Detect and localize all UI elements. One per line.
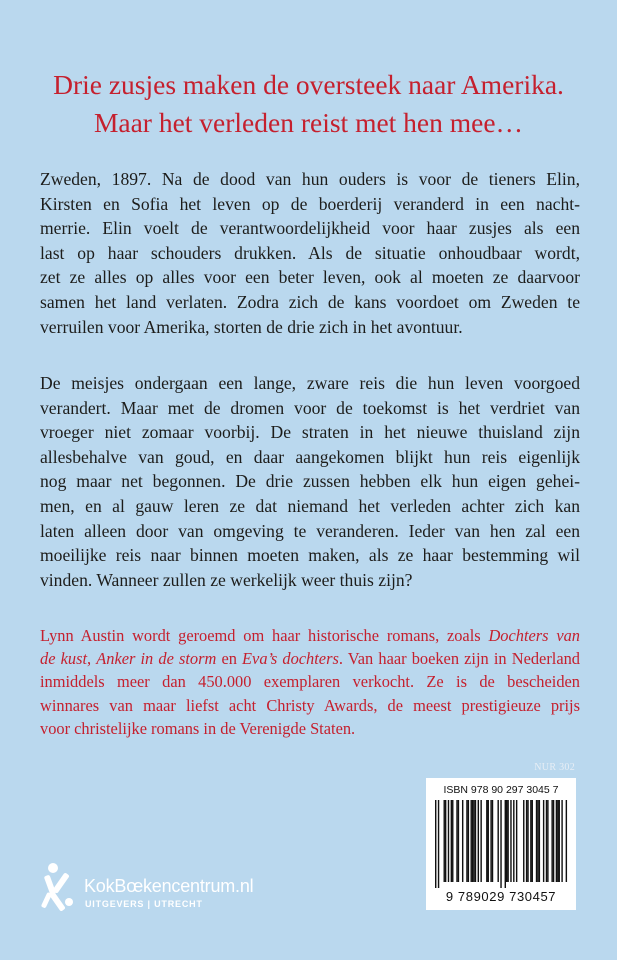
paragraph-line: verandert. Maar met de dromen voor de toekomst is het verdriet van	[40, 397, 580, 418]
paragraph-line: moeilijke reis naar binnen moeten maken, als ze haar bestemming wil	[40, 545, 580, 566]
synopsis-paragraph-2	[40, 371, 580, 592]
bio-line	[40, 647, 580, 670]
synopsis-paragraph-1	[40, 167, 580, 339]
isbn-barcode	[426, 778, 576, 910]
paragraph-line: vinden. Wanneer zullen ze werkelijk weer thuis zijn?	[40, 569, 413, 590]
paragraph-line: last op haar schouders drukken. Als de situatie onhoudbaar wordt,	[40, 242, 580, 263]
publisher-logo	[40, 862, 340, 918]
bio-text: en	[216, 649, 243, 669]
publisher-mark-icon	[40, 862, 78, 914]
paragraph-line: vroeger niet zomaar voorbij. De straten in het nieuwe thuisland zijn	[40, 422, 580, 443]
publisher-subtitle: UITGEVERS | UTRECHT	[85, 899, 203, 909]
paragraph-line: allesbehalve van goud, en daar aangekomen blijkt hun reis eigenlijk	[40, 446, 580, 467]
barcode-bars	[434, 800, 568, 890]
ean-digits: 9 789029 730457	[445, 889, 557, 904]
paragraph-line: samen het land verlaten. Zodra zich de kans voordoet om Zweden te	[40, 291, 580, 312]
paragraph-line: Zweden, 1897. Na de dood van hun ouders is voor de tieners Elin,	[40, 169, 580, 189]
bio-text: . Van haar boeken zijn in Nederland	[338, 649, 580, 669]
headline	[0, 66, 617, 142]
headline-line-1: Drie zusjes maken de oversteek naar Amerika.	[53, 69, 564, 100]
book-title: Dochters van	[488, 626, 580, 645]
bio-text: ,	[87, 649, 97, 669]
bio-line: voor christelijke romans in de Verenigde Staten.	[40, 718, 356, 738]
paragraph-line: men, en al gauw leren ze dat niemand het verleden achter zich kan	[40, 495, 580, 516]
paragraph-line: verruilen voor Amerika, storten de drie zich in het avontuur.	[40, 316, 463, 337]
bio-line	[40, 624, 580, 647]
paragraph-line: laten alleen door van omgeving te veranderen. Ieder van hen zal een	[40, 520, 580, 541]
bio-line: winnares van maar liefst acht Christy Awards, de meest prestigieuze prijs	[40, 695, 580, 715]
paragraph-line: merrie. Elin voelt de verantwoordelijkheid voor haar zusjes als een	[40, 218, 580, 239]
book-title: de kust	[40, 649, 87, 669]
author-bio	[40, 624, 580, 740]
book-title: Eva’s dochters	[242, 649, 339, 669]
isbn-label: ISBN 978 90 297 3045 7	[443, 784, 559, 796]
bio-line: inmiddels meer dan 450.000 exemplaren verkocht. Ze is de bescheiden	[40, 672, 580, 692]
paragraph-line: Kirsten en Sofia het leven op de boerderij veranderd in een nacht-	[40, 193, 580, 214]
book-title: Anker in de storm	[96, 649, 217, 669]
publisher-name: KokBœkencentrum.nl	[84, 876, 254, 896]
headline-line-2: Maar het verleden reist met hen mee…	[93, 107, 524, 138]
bio-text: Lynn Austin wordt geroemd om haar historische romans, zoals	[40, 626, 489, 645]
paragraph-line: nog maar net begonnen. De drie zussen hebben elk hun eigen gehei-	[40, 471, 580, 492]
paragraph-line: zet ze alles op alles voor een beter leven, ook al moeten ze daarvoor	[40, 267, 580, 288]
paragraph-line: De meisjes ondergaan een lange, zware reis die hun leven voorgoed	[40, 373, 580, 393]
nur-code: NUR 302	[534, 762, 575, 773]
